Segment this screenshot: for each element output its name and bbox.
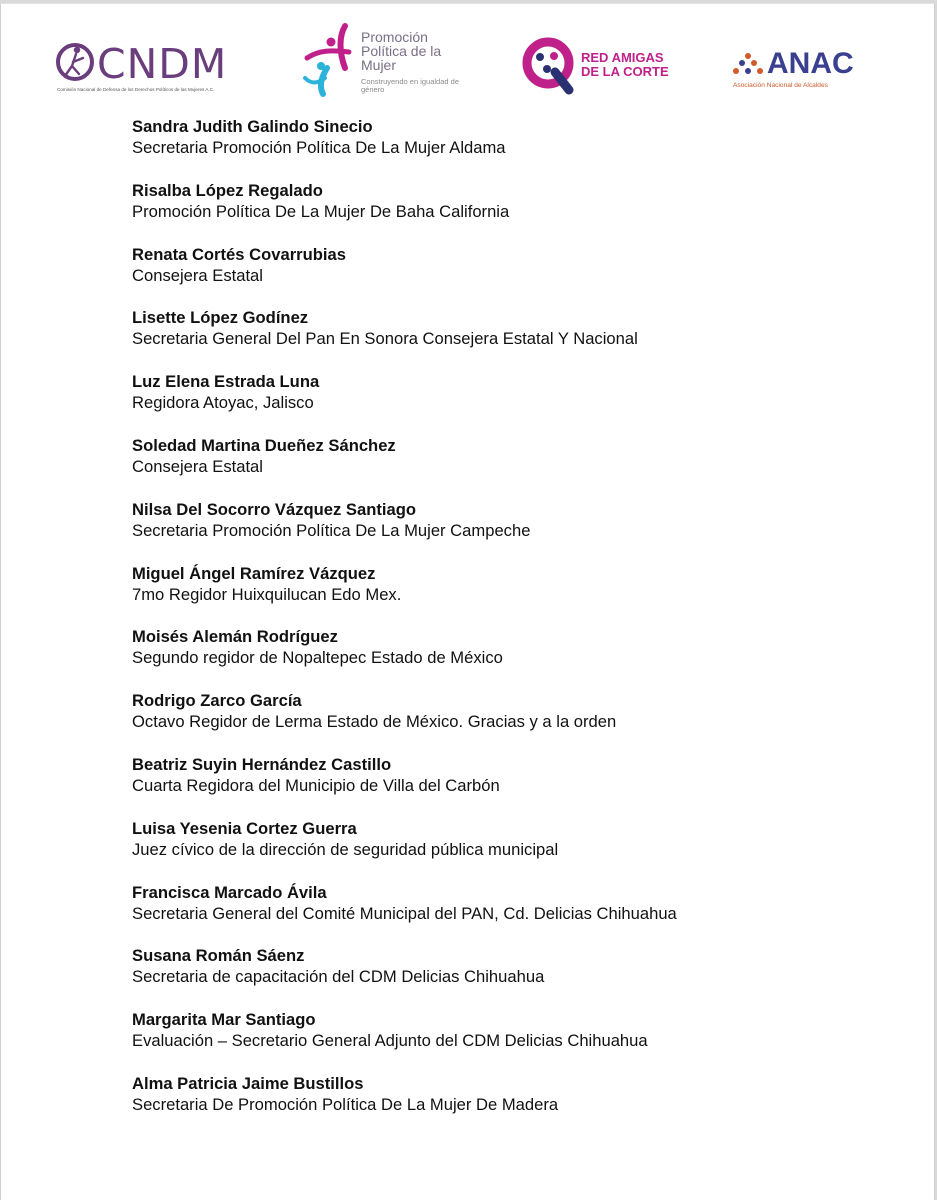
ppm-subtitle: Construyendo en igualdad de género [361, 77, 459, 94]
signatory-entry [132, 882, 892, 946]
signatory-name: Luz Elena Estrada Luna [132, 372, 320, 392]
signatory-role: Juez cívico de la dirección de seguridad pública municipal [132, 839, 559, 859]
signatory-role: Secretaria De Promoción Política De La Mujer De Madera [132, 1094, 559, 1114]
signatory-name: Susana Román Sáenz [132, 946, 305, 966]
signatory-name: Luisa Yesenia Cortez Guerra [132, 818, 357, 838]
signatory-entry [132, 116, 892, 180]
signatory-role: Cuarta Regidora del Municipio de Villa del Carbón [132, 775, 500, 795]
signatory-role: Secretaria Promoción Política De La Mujer Campeche [132, 520, 531, 540]
red-amigas-q-icon [521, 34, 579, 96]
signatory-entry [132, 180, 892, 244]
signatory-entry [132, 690, 892, 754]
signatory-role: Segundo regidor de Nopaltepec Estado de México [132, 648, 503, 668]
ppm-logo [301, 22, 461, 100]
red-amigas-logo [521, 34, 681, 96]
signatory-entry [132, 626, 892, 690]
signatory-name: Beatriz Suyin Hernández Castillo [132, 754, 392, 774]
signatory-entry [132, 563, 892, 627]
signatory-list [132, 116, 892, 1137]
document-page [0, 3, 935, 1200]
signatory-role: Secretaria General Del Pan En Sonora Consejera Estatal Y Nacional [132, 329, 638, 349]
signatory-name: Moisés Alemán Rodríguez [132, 627, 338, 647]
signatory-entry [132, 754, 892, 818]
signatory-name: Risalba López Regalado [132, 180, 323, 200]
signatory-role: Promoción Política De La Mujer De Baha California [132, 201, 510, 221]
signatory-entry [132, 244, 892, 308]
cndm-emblem-icon [55, 40, 95, 86]
signatory-name: Miguel Ángel Ramírez Vázquez [132, 563, 376, 583]
red-amigas-line2: DE LA CORTE [581, 64, 669, 79]
signatory-role: 7mo Regidor Huixquilucan Edo Mex. [132, 584, 402, 604]
signatory-name: Francisca Marcado Ávila [132, 882, 327, 902]
signatory-role: Octavo Regidor de Lerma Estado de México. Gracias y a la orden [132, 712, 617, 732]
signatory-name: Rodrigo Zarco García [132, 691, 302, 711]
anac-tagline: Asociación Nacional de Alcaldes [733, 82, 828, 89]
signatory-name: Margarita Mar Santiago [132, 1010, 316, 1030]
signatory-role: Consejera Estatal [132, 456, 263, 476]
cndm-tagline: Comisión Nacional de Defensa de los Derechos Políticos de las Mujeres A.C. [57, 87, 215, 92]
signatory-name: Soledad Martina Dueñez Sánchez [132, 435, 396, 455]
signatory-name: Alma Patricia Jaime Bustillos [132, 1073, 364, 1093]
signatory-name: Renata Cortés Covarrubias [132, 244, 346, 264]
signatory-entry [132, 1009, 892, 1073]
signatory-name: Sandra Judith Galindo Sinecio [132, 117, 373, 136]
signatory-role: Secretaria de capacitación del CDM Delicias Chihuahua [132, 967, 545, 987]
signatory-entry [132, 307, 892, 371]
signatory-role: Secretaria Promoción Política De La Mujer Aldama [132, 138, 506, 157]
signatory-entry [132, 499, 892, 563]
anac-logo [731, 48, 861, 92]
cndm-wordmark: CNDM [97, 40, 228, 88]
signatory-role: Secretaria General del Comité Municipal del PAN, Cd. Delicias Chihuahua [132, 903, 677, 923]
signatory-role: Evaluación – Secretario General Adjunto del CDM Delicias Chihuahua [132, 1031, 648, 1051]
signatory-entry [132, 818, 892, 882]
signatory-entry [132, 1073, 892, 1137]
signatory-name: Nilsa Del Socorro Vázquez Santiago [132, 499, 417, 519]
signatory-entry [132, 435, 892, 499]
signatory-entry [132, 371, 892, 435]
anac-dots-icon [731, 52, 765, 80]
anac-wordmark: ANAC [767, 47, 854, 80]
signatory-role: Consejera Estatal [132, 265, 263, 285]
signatory-entry [132, 945, 892, 1009]
signatory-name: Lisette López Godínez [132, 308, 309, 328]
signatory-role: Regidora Atoyac, Jalisco [132, 393, 314, 413]
ppm-title: Promoción Política de la Mujer [361, 29, 442, 73]
red-amigas-line1: RED AMIGAS [581, 50, 664, 65]
ppm-figures-icon [301, 22, 359, 98]
cndm-logo [55, 40, 227, 96]
